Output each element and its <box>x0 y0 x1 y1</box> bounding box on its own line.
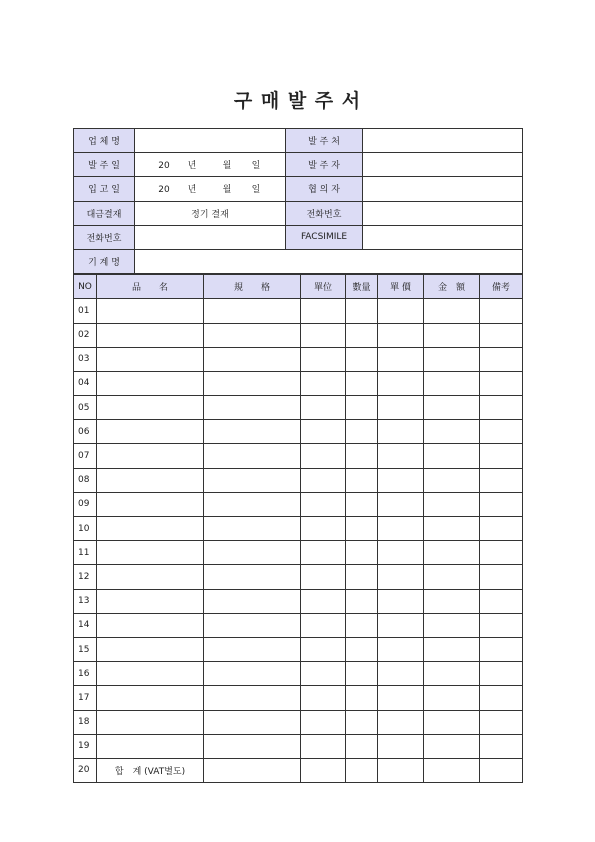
phone-label-left: 전화번호 <box>74 225 135 249</box>
item-row <box>74 299 523 323</box>
total-remark-cell[interactable] <box>480 758 523 782</box>
item-row-number: 04 <box>74 371 97 395</box>
item-qty-cell[interactable] <box>346 323 378 347</box>
item-spec-cell[interactable] <box>204 323 301 347</box>
item-qty-cell[interactable] <box>346 347 378 371</box>
item-qty-cell[interactable] <box>346 662 378 686</box>
item-row-number: 15 <box>74 637 97 661</box>
item-unit-price-cell[interactable] <box>378 396 424 420</box>
item-amount-cell[interactable] <box>424 541 480 565</box>
item-row-number: 01 <box>74 299 97 323</box>
orderer-label: 발 주 처 <box>286 129 363 153</box>
item-spec-cell[interactable] <box>204 347 301 371</box>
item-amount-cell[interactable] <box>424 468 480 492</box>
item-unit-cell[interactable] <box>301 517 346 541</box>
item-spec-cell[interactable] <box>204 371 301 395</box>
item-unit-price-cell[interactable] <box>378 686 424 710</box>
item-spec-cell[interactable] <box>204 468 301 492</box>
item-amount-cell[interactable] <box>424 662 480 686</box>
order-date-day-unit: 일 <box>251 161 261 172</box>
item-qty-cell[interactable] <box>346 686 378 710</box>
item-name-cell[interactable] <box>97 686 204 710</box>
item-row <box>74 371 523 395</box>
phone-field-right[interactable] <box>363 201 523 225</box>
item-unit-price-cell[interactable] <box>378 468 424 492</box>
item-row-number: 02 <box>74 323 97 347</box>
item-spec-cell[interactable] <box>204 492 301 516</box>
item-name-cell[interactable] <box>97 371 204 395</box>
order-date-year: 20 <box>158 161 170 172</box>
receipt-date-day-unit: 일 <box>251 185 261 196</box>
item-unit-price-cell[interactable] <box>378 710 424 734</box>
item-name-cell[interactable] <box>97 492 204 516</box>
receipt-date-field[interactable] <box>135 177 286 201</box>
item-spec-cell[interactable] <box>204 734 301 758</box>
order-date-label: 발 주 일 <box>74 153 135 177</box>
order-info-table <box>73 128 523 274</box>
item-qty-cell[interactable] <box>346 565 378 589</box>
item-row <box>74 662 523 686</box>
item-unit-price-cell[interactable] <box>378 565 424 589</box>
header-amount: 金 額 <box>424 275 480 299</box>
item-qty-cell[interactable] <box>346 541 378 565</box>
header-no: NO <box>74 275 97 299</box>
item-row-number: 05 <box>74 396 97 420</box>
item-unit-cell[interactable] <box>301 299 346 323</box>
item-amount-cell[interactable] <box>424 396 480 420</box>
item-remark-cell[interactable] <box>480 565 523 589</box>
item-name-cell[interactable] <box>97 323 204 347</box>
header-spec: 規 格 <box>204 275 301 299</box>
order-person-label: 발 주 자 <box>286 153 363 177</box>
item-remark-cell[interactable] <box>480 347 523 371</box>
item-amount-cell[interactable] <box>424 517 480 541</box>
item-unit-price-cell[interactable] <box>378 662 424 686</box>
header-unit-price: 單 價 <box>378 275 424 299</box>
total-amount-cell[interactable] <box>424 758 480 782</box>
item-row <box>74 710 523 734</box>
item-spec-cell[interactable] <box>204 613 301 637</box>
item-name-cell[interactable] <box>97 517 204 541</box>
item-unit-cell[interactable] <box>301 347 346 371</box>
item-unit-cell[interactable] <box>301 541 346 565</box>
item-amount-cell[interactable] <box>424 347 480 371</box>
item-row <box>74 734 523 758</box>
item-name-cell[interactable] <box>97 734 204 758</box>
item-remark-cell[interactable] <box>480 396 523 420</box>
item-amount-cell[interactable] <box>424 734 480 758</box>
item-qty-cell[interactable] <box>346 420 378 444</box>
item-row <box>74 613 523 637</box>
item-qty-cell[interactable] <box>346 444 378 468</box>
fax-field[interactable] <box>363 225 523 249</box>
item-remark-cell[interactable] <box>480 323 523 347</box>
item-name-cell[interactable] <box>97 468 204 492</box>
total-row-number: 20 <box>74 758 97 782</box>
item-amount-cell[interactable] <box>424 637 480 661</box>
item-unit-price-cell[interactable] <box>378 589 424 613</box>
item-row-number: 12 <box>74 565 97 589</box>
phone-field-left[interactable] <box>135 225 286 249</box>
receipt-date-label: 입 고 일 <box>74 177 135 201</box>
item-row <box>74 686 523 710</box>
item-spec-cell[interactable] <box>204 565 301 589</box>
item-row <box>74 323 523 347</box>
item-amount-cell[interactable] <box>424 444 480 468</box>
item-row <box>74 492 523 516</box>
item-amount-cell[interactable] <box>424 371 480 395</box>
order-date-year-unit: 년 <box>187 161 197 172</box>
item-qty-cell[interactable] <box>346 492 378 516</box>
item-unit-price-cell[interactable] <box>378 517 424 541</box>
item-row <box>74 517 523 541</box>
item-unit-price-cell[interactable] <box>378 444 424 468</box>
item-spec-cell[interactable] <box>204 396 301 420</box>
item-unit-cell[interactable] <box>301 371 346 395</box>
item-unit-cell[interactable] <box>301 468 346 492</box>
item-unit-price-cell[interactable] <box>378 347 424 371</box>
item-unit-cell[interactable] <box>301 396 346 420</box>
item-amount-cell[interactable] <box>424 710 480 734</box>
item-amount-cell[interactable] <box>424 323 480 347</box>
item-unit-price-cell[interactable] <box>378 613 424 637</box>
item-qty-cell[interactable] <box>346 517 378 541</box>
item-row <box>74 420 523 444</box>
order-date-month-unit: 월 <box>222 161 232 172</box>
items-body <box>74 275 523 759</box>
payment-label: 대금결재 <box>74 201 135 225</box>
item-row <box>74 444 523 468</box>
item-qty-cell[interactable] <box>346 396 378 420</box>
item-unit-cell[interactable] <box>301 686 346 710</box>
item-row-number: 18 <box>74 710 97 734</box>
item-remark-cell[interactable] <box>480 589 523 613</box>
item-unit-price-cell[interactable] <box>378 371 424 395</box>
receipt-date-month-unit: 월 <box>222 185 232 196</box>
item-unit-price-cell[interactable] <box>378 299 424 323</box>
item-unit-cell[interactable] <box>301 492 346 516</box>
item-qty-cell[interactable] <box>346 734 378 758</box>
item-unit-cell[interactable] <box>301 565 346 589</box>
header-remark: 備考 <box>480 275 523 299</box>
item-remark-cell[interactable] <box>480 492 523 516</box>
item-remark-cell[interactable] <box>480 299 523 323</box>
item-unit-cell[interactable] <box>301 613 346 637</box>
item-name-cell[interactable] <box>97 347 204 371</box>
item-unit-cell[interactable] <box>301 662 346 686</box>
item-row <box>74 589 523 613</box>
item-remark-cell[interactable] <box>480 371 523 395</box>
item-name-cell[interactable] <box>97 637 204 661</box>
item-amount-cell[interactable] <box>424 492 480 516</box>
item-row <box>74 396 523 420</box>
item-remark-cell[interactable] <box>480 468 523 492</box>
item-row-number: 16 <box>74 662 97 686</box>
item-amount-cell[interactable] <box>424 613 480 637</box>
receipt-date-year: 20 <box>158 185 170 196</box>
item-remark-cell[interactable] <box>480 734 523 758</box>
item-row-number: 13 <box>74 589 97 613</box>
items-table <box>73 274 523 783</box>
item-unit-cell[interactable] <box>301 420 346 444</box>
item-remark-cell[interactable] <box>480 637 523 661</box>
item-remark-cell[interactable] <box>480 710 523 734</box>
item-name-cell[interactable] <box>97 299 204 323</box>
item-amount-cell[interactable] <box>424 420 480 444</box>
item-name-cell[interactable] <box>97 589 204 613</box>
item-row-number: 10 <box>74 517 97 541</box>
item-qty-cell[interactable] <box>346 637 378 661</box>
item-unit-price-cell[interactable] <box>378 734 424 758</box>
item-spec-cell[interactable] <box>204 662 301 686</box>
item-qty-cell[interactable] <box>346 299 378 323</box>
item-unit-price-cell[interactable] <box>378 492 424 516</box>
item-row-number: 09 <box>74 492 97 516</box>
item-spec-cell[interactable] <box>204 299 301 323</box>
item-row <box>74 637 523 661</box>
item-row-number: 07 <box>74 444 97 468</box>
order-person-field[interactable] <box>363 153 523 177</box>
item-unit-price-cell[interactable] <box>378 323 424 347</box>
agreer-label: 협 의 자 <box>286 177 363 201</box>
item-row-number: 11 <box>74 541 97 565</box>
item-name-cell[interactable] <box>97 420 204 444</box>
item-unit-cell[interactable] <box>301 444 346 468</box>
item-row-number: 19 <box>74 734 97 758</box>
item-remark-cell[interactable] <box>480 444 523 468</box>
header-unit: 單位 <box>301 275 346 299</box>
item-row-number: 08 <box>74 468 97 492</box>
item-amount-cell[interactable] <box>424 589 480 613</box>
purchase-order-form <box>73 128 522 783</box>
total-qty-cell[interactable] <box>346 758 378 782</box>
item-row <box>74 347 523 371</box>
item-qty-cell[interactable] <box>346 371 378 395</box>
vendor-field[interactable] <box>135 129 286 153</box>
total-unit-cell[interactable] <box>301 758 346 782</box>
item-spec-cell[interactable] <box>204 444 301 468</box>
item-row-number: 06 <box>74 420 97 444</box>
orderer-field[interactable] <box>363 129 523 153</box>
receipt-date-year-unit: 년 <box>187 185 197 196</box>
equipment-label: 기 계 명 <box>74 249 135 273</box>
total-label: 합 계 (VAT별도) <box>97 758 204 782</box>
item-spec-cell[interactable] <box>204 710 301 734</box>
item-remark-cell[interactable] <box>480 662 523 686</box>
item-spec-cell[interactable] <box>204 686 301 710</box>
item-qty-cell[interactable] <box>346 613 378 637</box>
item-amount-cell[interactable] <box>424 686 480 710</box>
item-name-cell[interactable] <box>97 444 204 468</box>
item-unit-cell[interactable] <box>301 734 346 758</box>
header-name: 品 名 <box>97 275 204 299</box>
item-name-cell[interactable] <box>97 396 204 420</box>
item-unit-cell[interactable] <box>301 323 346 347</box>
total-row <box>74 758 523 782</box>
item-name-cell[interactable] <box>97 613 204 637</box>
item-remark-cell[interactable] <box>480 541 523 565</box>
payment-field[interactable]: 정기 결재 <box>135 201 286 225</box>
item-remark-cell[interactable] <box>480 517 523 541</box>
item-name-cell[interactable] <box>97 541 204 565</box>
item-name-cell[interactable] <box>97 565 204 589</box>
item-spec-cell[interactable] <box>204 589 301 613</box>
item-qty-cell[interactable] <box>346 710 378 734</box>
order-date-field[interactable] <box>135 153 286 177</box>
item-row <box>74 468 523 492</box>
total-spec-cell[interactable] <box>204 758 301 782</box>
item-unit-cell[interactable] <box>301 710 346 734</box>
item-spec-cell[interactable] <box>204 637 301 661</box>
item-qty-cell[interactable] <box>346 589 378 613</box>
page-title: 구 매 발 주 서 <box>233 90 362 112</box>
equipment-field[interactable] <box>135 249 523 273</box>
total-unit-price-cell[interactable] <box>378 758 424 782</box>
phone-label-right: 전화번호 <box>286 201 363 225</box>
item-row <box>74 541 523 565</box>
item-spec-cell[interactable] <box>204 420 301 444</box>
item-row <box>74 565 523 589</box>
vendor-label: 업 체 명 <box>74 129 135 153</box>
item-unit-cell[interactable] <box>301 589 346 613</box>
items-header-row <box>74 275 523 299</box>
item-qty-cell[interactable] <box>346 468 378 492</box>
item-unit-price-cell[interactable] <box>378 420 424 444</box>
agreer-field[interactable] <box>363 177 523 201</box>
item-spec-cell[interactable] <box>204 517 301 541</box>
item-amount-cell[interactable] <box>424 565 480 589</box>
item-spec-cell[interactable] <box>204 541 301 565</box>
item-name-cell[interactable] <box>97 662 204 686</box>
fax-label: FACSIMILE <box>286 225 363 249</box>
item-unit-cell[interactable] <box>301 637 346 661</box>
item-remark-cell[interactable] <box>480 686 523 710</box>
item-name-cell[interactable] <box>97 710 204 734</box>
item-amount-cell[interactable] <box>424 299 480 323</box>
item-unit-price-cell[interactable] <box>378 637 424 661</box>
item-row-number: 03 <box>74 347 97 371</box>
item-row-number: 14 <box>74 613 97 637</box>
item-remark-cell[interactable] <box>480 420 523 444</box>
header-qty: 數量 <box>346 275 378 299</box>
item-row-number: 17 <box>74 686 97 710</box>
item-remark-cell[interactable] <box>480 613 523 637</box>
item-unit-price-cell[interactable] <box>378 541 424 565</box>
